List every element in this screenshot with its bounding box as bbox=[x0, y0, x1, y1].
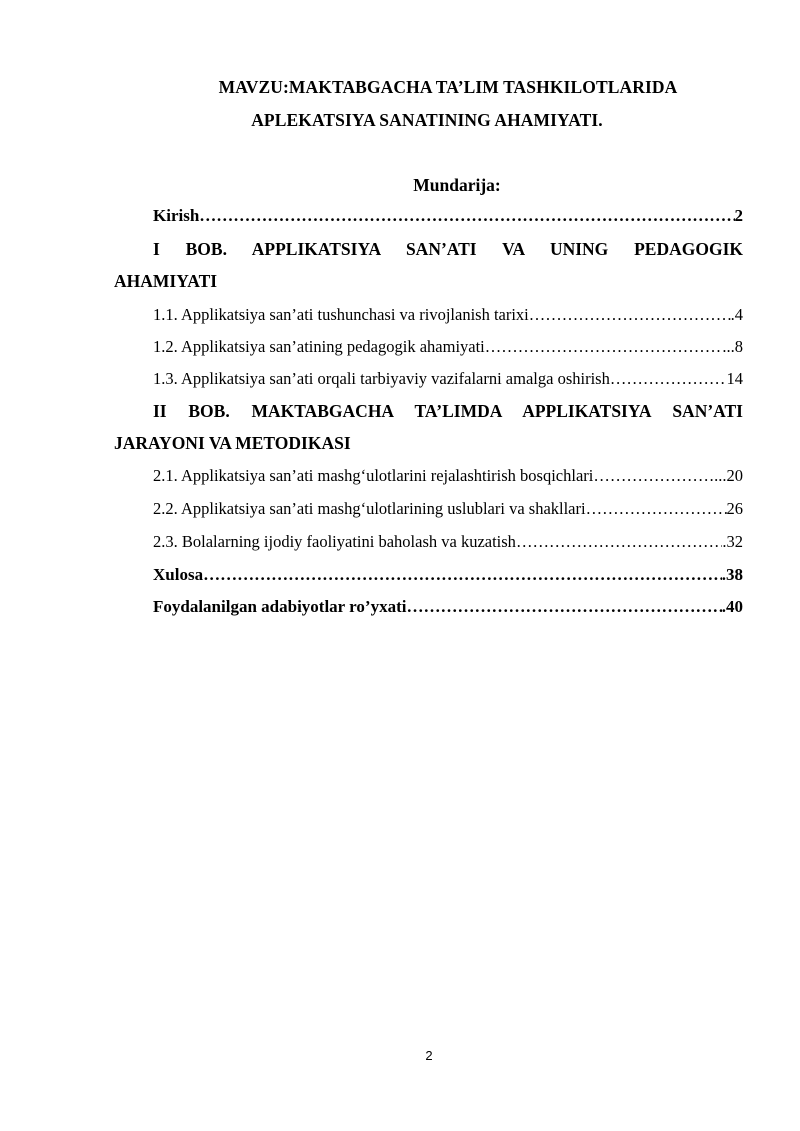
toc-entry-page: 26 bbox=[726, 499, 743, 518]
toc-entry-page: .4 bbox=[730, 305, 743, 324]
toc-entry-1-1[interactable] bbox=[153, 305, 743, 325]
toc-leader-dots bbox=[610, 369, 727, 389]
toc-leader-dots bbox=[199, 206, 734, 226]
toc-entry-label: Foydalanilgan adabiyotlar ro’yxati bbox=[153, 597, 407, 616]
toc-entry-page: 2 bbox=[734, 206, 743, 225]
title-line-2: APLEKATSIYA SANATINING AHAMIYATI. bbox=[251, 110, 603, 130]
toc-entry-1-3[interactable] bbox=[153, 369, 743, 389]
toc-entry-page: ...8 bbox=[722, 337, 743, 356]
toc-entry-conclusion[interactable] bbox=[153, 565, 743, 585]
toc-entry-label: Xulosa bbox=[153, 565, 204, 584]
toc-entry-label: 1.2. Applikatsiya san’atining pedagogik ahamiyati bbox=[153, 337, 485, 356]
toc-heading: Mundarija: bbox=[413, 175, 501, 195]
toc-leader-dots bbox=[406, 597, 721, 617]
toc-leader-dots bbox=[203, 565, 722, 585]
chapter-2-title-cont: JARAYONI VA METODIKASI bbox=[114, 433, 351, 453]
toc-entry-page: .32 bbox=[722, 532, 743, 551]
toc-leader-dots bbox=[516, 532, 722, 552]
toc-entry-page: .40 bbox=[721, 597, 743, 616]
toc-entry-intro[interactable] bbox=[153, 206, 743, 226]
toc-entry-page: .38 bbox=[721, 565, 743, 584]
page-number: 2 bbox=[425, 1048, 433, 1063]
toc-entry-label: 2.3. Bolalarning ijodiy faoliyatini baholash va kuzatish bbox=[153, 532, 516, 551]
toc-entry-2-2[interactable] bbox=[153, 499, 743, 519]
chapter-1-title[interactable]: I BOB. APPLIKATSIYA SAN’ATI VA UNING PEDAGOGIK bbox=[153, 239, 743, 259]
title-line-1: MAVZU:MAKTABGACHA TA’LIM TASHKILOTLARIDA bbox=[218, 77, 678, 97]
toc-entry-page: 14 bbox=[726, 369, 743, 388]
toc-entry-label: 2.2. Applikatsiya san’ati mashg‘ulotlarining uslublari va shakllari bbox=[153, 499, 586, 518]
toc-leader-dots bbox=[586, 499, 727, 519]
toc-entry-label: 1.1. Applikatsiya san’ati tushunchasi va rivojlanish tarixi bbox=[153, 305, 529, 324]
toc-entry-label: Kirish bbox=[153, 206, 200, 225]
toc-entry-references[interactable] bbox=[153, 597, 743, 617]
chapter-2-title[interactable]: II BOB. MAKTABGACHA TA’LIMDA APPLIKATSIYA SAN’ATI bbox=[153, 401, 743, 421]
toc-entry-2-3[interactable] bbox=[153, 532, 743, 552]
chapter-1-title-cont: AHAMIYATI bbox=[114, 271, 218, 291]
toc-entry-1-2[interactable] bbox=[153, 337, 743, 357]
toc-entry-label: 2.1. Applikatsiya san’ati mashg‘ulotlarini rejalashtirish bosqichlari bbox=[153, 466, 594, 485]
toc-leader-dots bbox=[593, 466, 714, 486]
toc-leader-dots bbox=[529, 305, 731, 325]
toc-entry-label: 1.3. Applikatsiya san’ati orqali tarbiyaviy vazifalarni amalga oshirish bbox=[153, 369, 610, 388]
toc-entry-page: ...20 bbox=[714, 466, 743, 485]
toc-leader-dots bbox=[485, 337, 723, 357]
toc-entry-2-1[interactable] bbox=[153, 466, 743, 486]
